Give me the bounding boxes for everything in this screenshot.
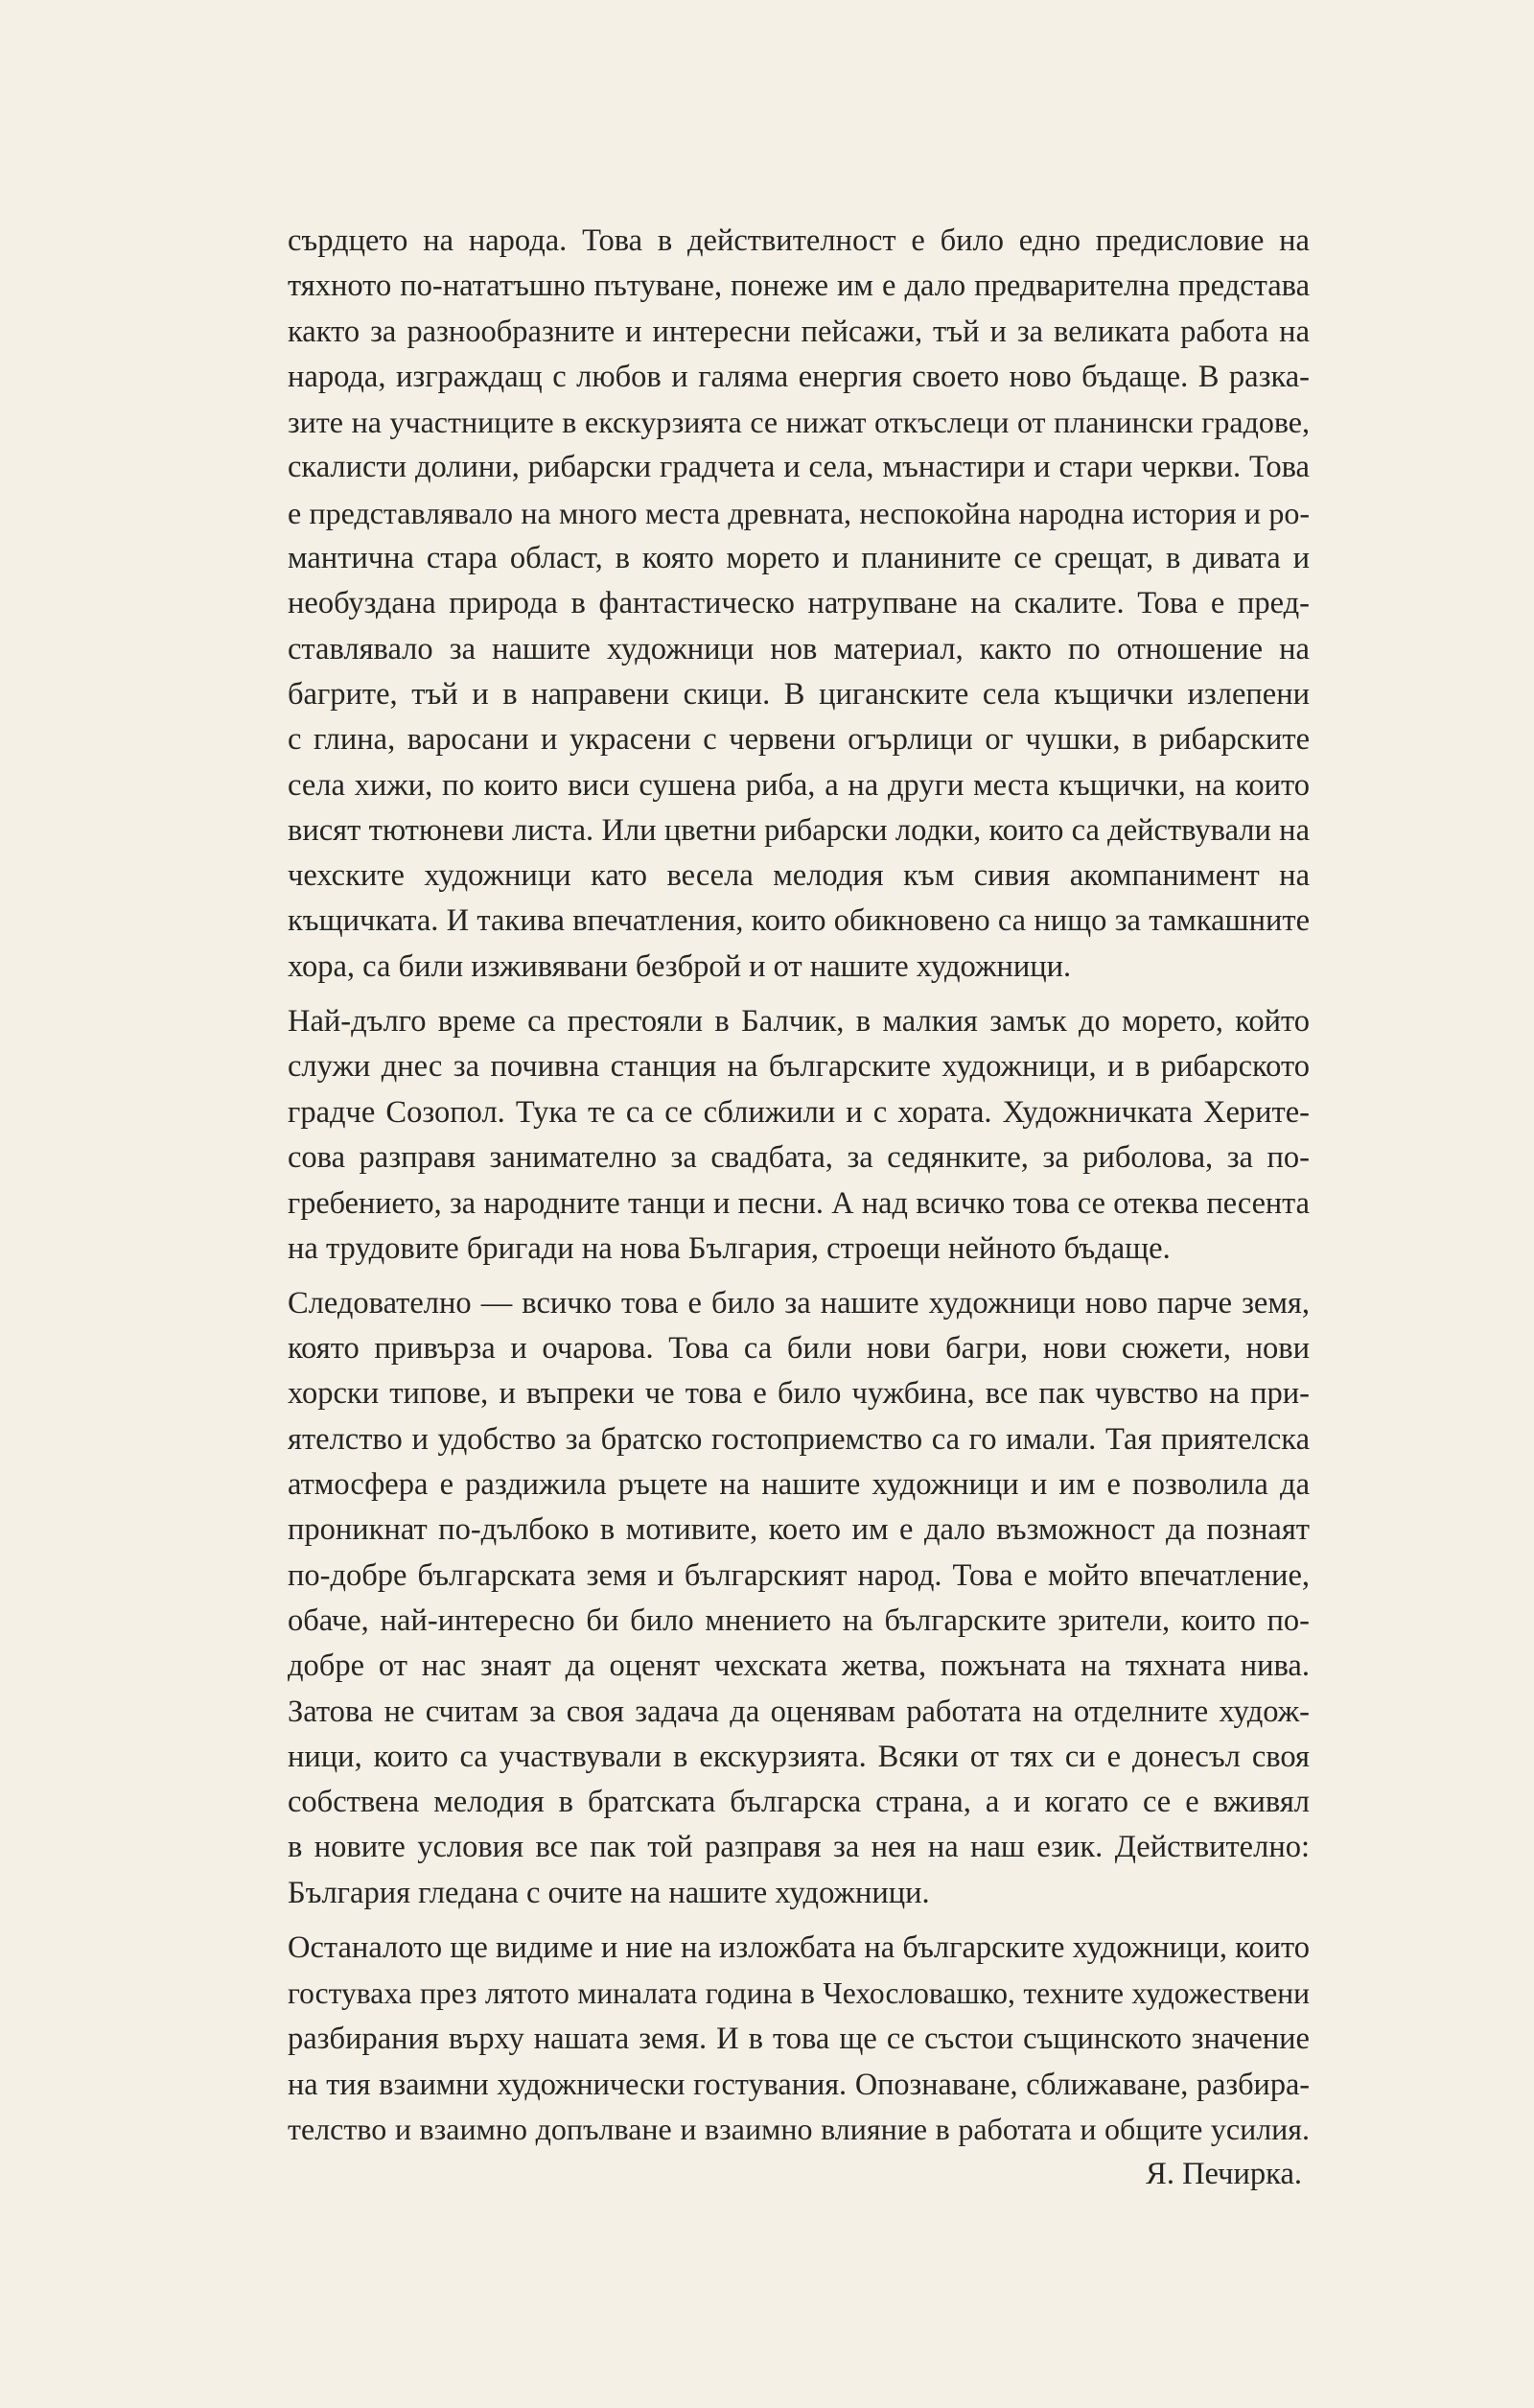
text-line: на трудовите бригади на нова България, строещи нейното бъдаще. [288, 1230, 1171, 1266]
text-line: както за разнообразните и интересни пейсажи, тъй и за великата работа на [288, 314, 1310, 349]
text-line: телство и взаимно допълване и взаимно влияние в работата и общите усилия. [288, 2112, 1310, 2147]
text-line: мантична стара област, в която морето и планините се срещат, в дивата и [288, 541, 1310, 576]
text-line: гостуваха през лятото миналата година в Чехословашко, техните художествени [288, 1976, 1310, 2011]
text-line: е представлявало на много места древната, неспокойна народна история и ро- [288, 495, 1310, 530]
text-line: сърдцето на народа. Това в действителност е било едно предисловие на [288, 223, 1310, 258]
paragraph-gap [288, 990, 1310, 999]
text-line: проникнат по-дълбоко в мотивите, което им е дало възможност да познаят [288, 1512, 1310, 1548]
text-line: атмосфера е раздижила ръцете на нашите художници и им е позволила да [288, 1467, 1310, 1503]
text-line: която привърза и очарова. Това са били нови багри, нови сюжети, нови [288, 1331, 1310, 1367]
paragraph-2 [288, 999, 1310, 1272]
text-line: с глина, варосани и украсени с червени огърлици ог чушки, в рибарските [288, 722, 1310, 758]
text-line: ятелство и удобство за братско гостоприемство са го имали. Тая приятелска [288, 1421, 1310, 1457]
text-line: Най-дълго време са престояли в Балчик, в малкия замък до морето, който [288, 1004, 1310, 1040]
text-line: Затова не считам за своя задача да оценявам работата на отделните худож- [288, 1694, 1310, 1729]
text-line: чехските художници като весела мелодия към сивия акомпанимент на [288, 858, 1310, 894]
text-line: гребението, за народните танци и песни. А над всичко това се отеква песента [288, 1185, 1310, 1221]
text-line: села хижи, по които виси сушена риба, а на други места къщички, на които [288, 767, 1310, 803]
paragraph-1 [288, 219, 1310, 990]
text-line: България гледана с очите на нашите художници. [288, 1875, 930, 1910]
text-line: в новите условия все пак той разправя за нея на наш език. Действително: [288, 1830, 1310, 1865]
text-line: обаче, най-интересно би било мнението на българските зрители, които по- [288, 1602, 1310, 1638]
author-signature: Я. Печирка. [1146, 2157, 1302, 2192]
paragraph-3 [288, 1281, 1310, 1916]
text-line: градче Созопол. Тука те са се сближили и с хората. Художничката Херите- [288, 1094, 1310, 1130]
paragraph-gap [288, 1272, 1310, 1281]
text-line: по-добре българската земя и българският народ. Това е мойто впечатление, [288, 1557, 1310, 1593]
text-line: багрите, тъй и в направени скици. В циганските села къщички излепени [288, 676, 1310, 712]
paragraph-gap [288, 1916, 1310, 1926]
text-line: на тия взаимни художнически гостувания. Опознаване, сближаване, разбира- [288, 2066, 1310, 2101]
text-line: хора, са били изживявани безброй и от нашите художници. [288, 948, 1072, 984]
text-line: Останалото ще видиме и ние на изложбата на българските художници, които [288, 1929, 1310, 1965]
text-line: скалисти долини, рибарски градчета и села, мънастири и стари черкви. Това [288, 450, 1310, 485]
text-line: разбирания върху нашата земя. И в това ще се състои същинското значение [288, 2021, 1310, 2056]
text-line: висят тютюневи листа. Или цветни рибарски лодки, които са действували на [288, 812, 1310, 848]
text-line: тяхното по-нататъшно пътуване, понеже им е дало предварителна представа [288, 269, 1310, 304]
paragraph-4 [288, 1926, 1310, 2152]
text-line: сова разправя занимателно за свадбата, за седянките, за риболова, за по- [288, 1139, 1310, 1175]
article-text [288, 219, 1310, 2198]
text-line: къщичката. И такива впечатления, които обикновено са нищо за тамкашните [288, 903, 1310, 939]
text-line: необуздана природа в фантастическо натрупване на скалите. Това е пред- [288, 586, 1310, 621]
text-line: ставлявало за нашите художници нов материал, както по отношение на [288, 631, 1310, 666]
text-line: зите на участниците в екскурзията се нижат откъслеци от планински градове, [288, 405, 1310, 440]
text-line: Следователно — всичко това е било за нашите художници ново парче земя, [288, 1285, 1310, 1321]
text-line: добре от нас знаят да оценят чехската жетва, пожънатa на тяхната нива. [288, 1648, 1310, 1684]
text-line: ници, които са участвували в екскурзията. Всяки от тях си е донесъл своя [288, 1739, 1310, 1774]
text-line: народа, изграждащ с любов и галяма енергия своето ново бъдаще. В разка- [288, 359, 1310, 394]
text-line: собствена мелодия в братската българска страна, а и когато се е вживял [288, 1785, 1310, 1820]
text-line: хорски типове, и въпреки че това е било чужбина, все пак чувство на при- [288, 1376, 1310, 1412]
text-line: служи днес за почивна станция на българските художници, и в рибарското [288, 1049, 1310, 1085]
